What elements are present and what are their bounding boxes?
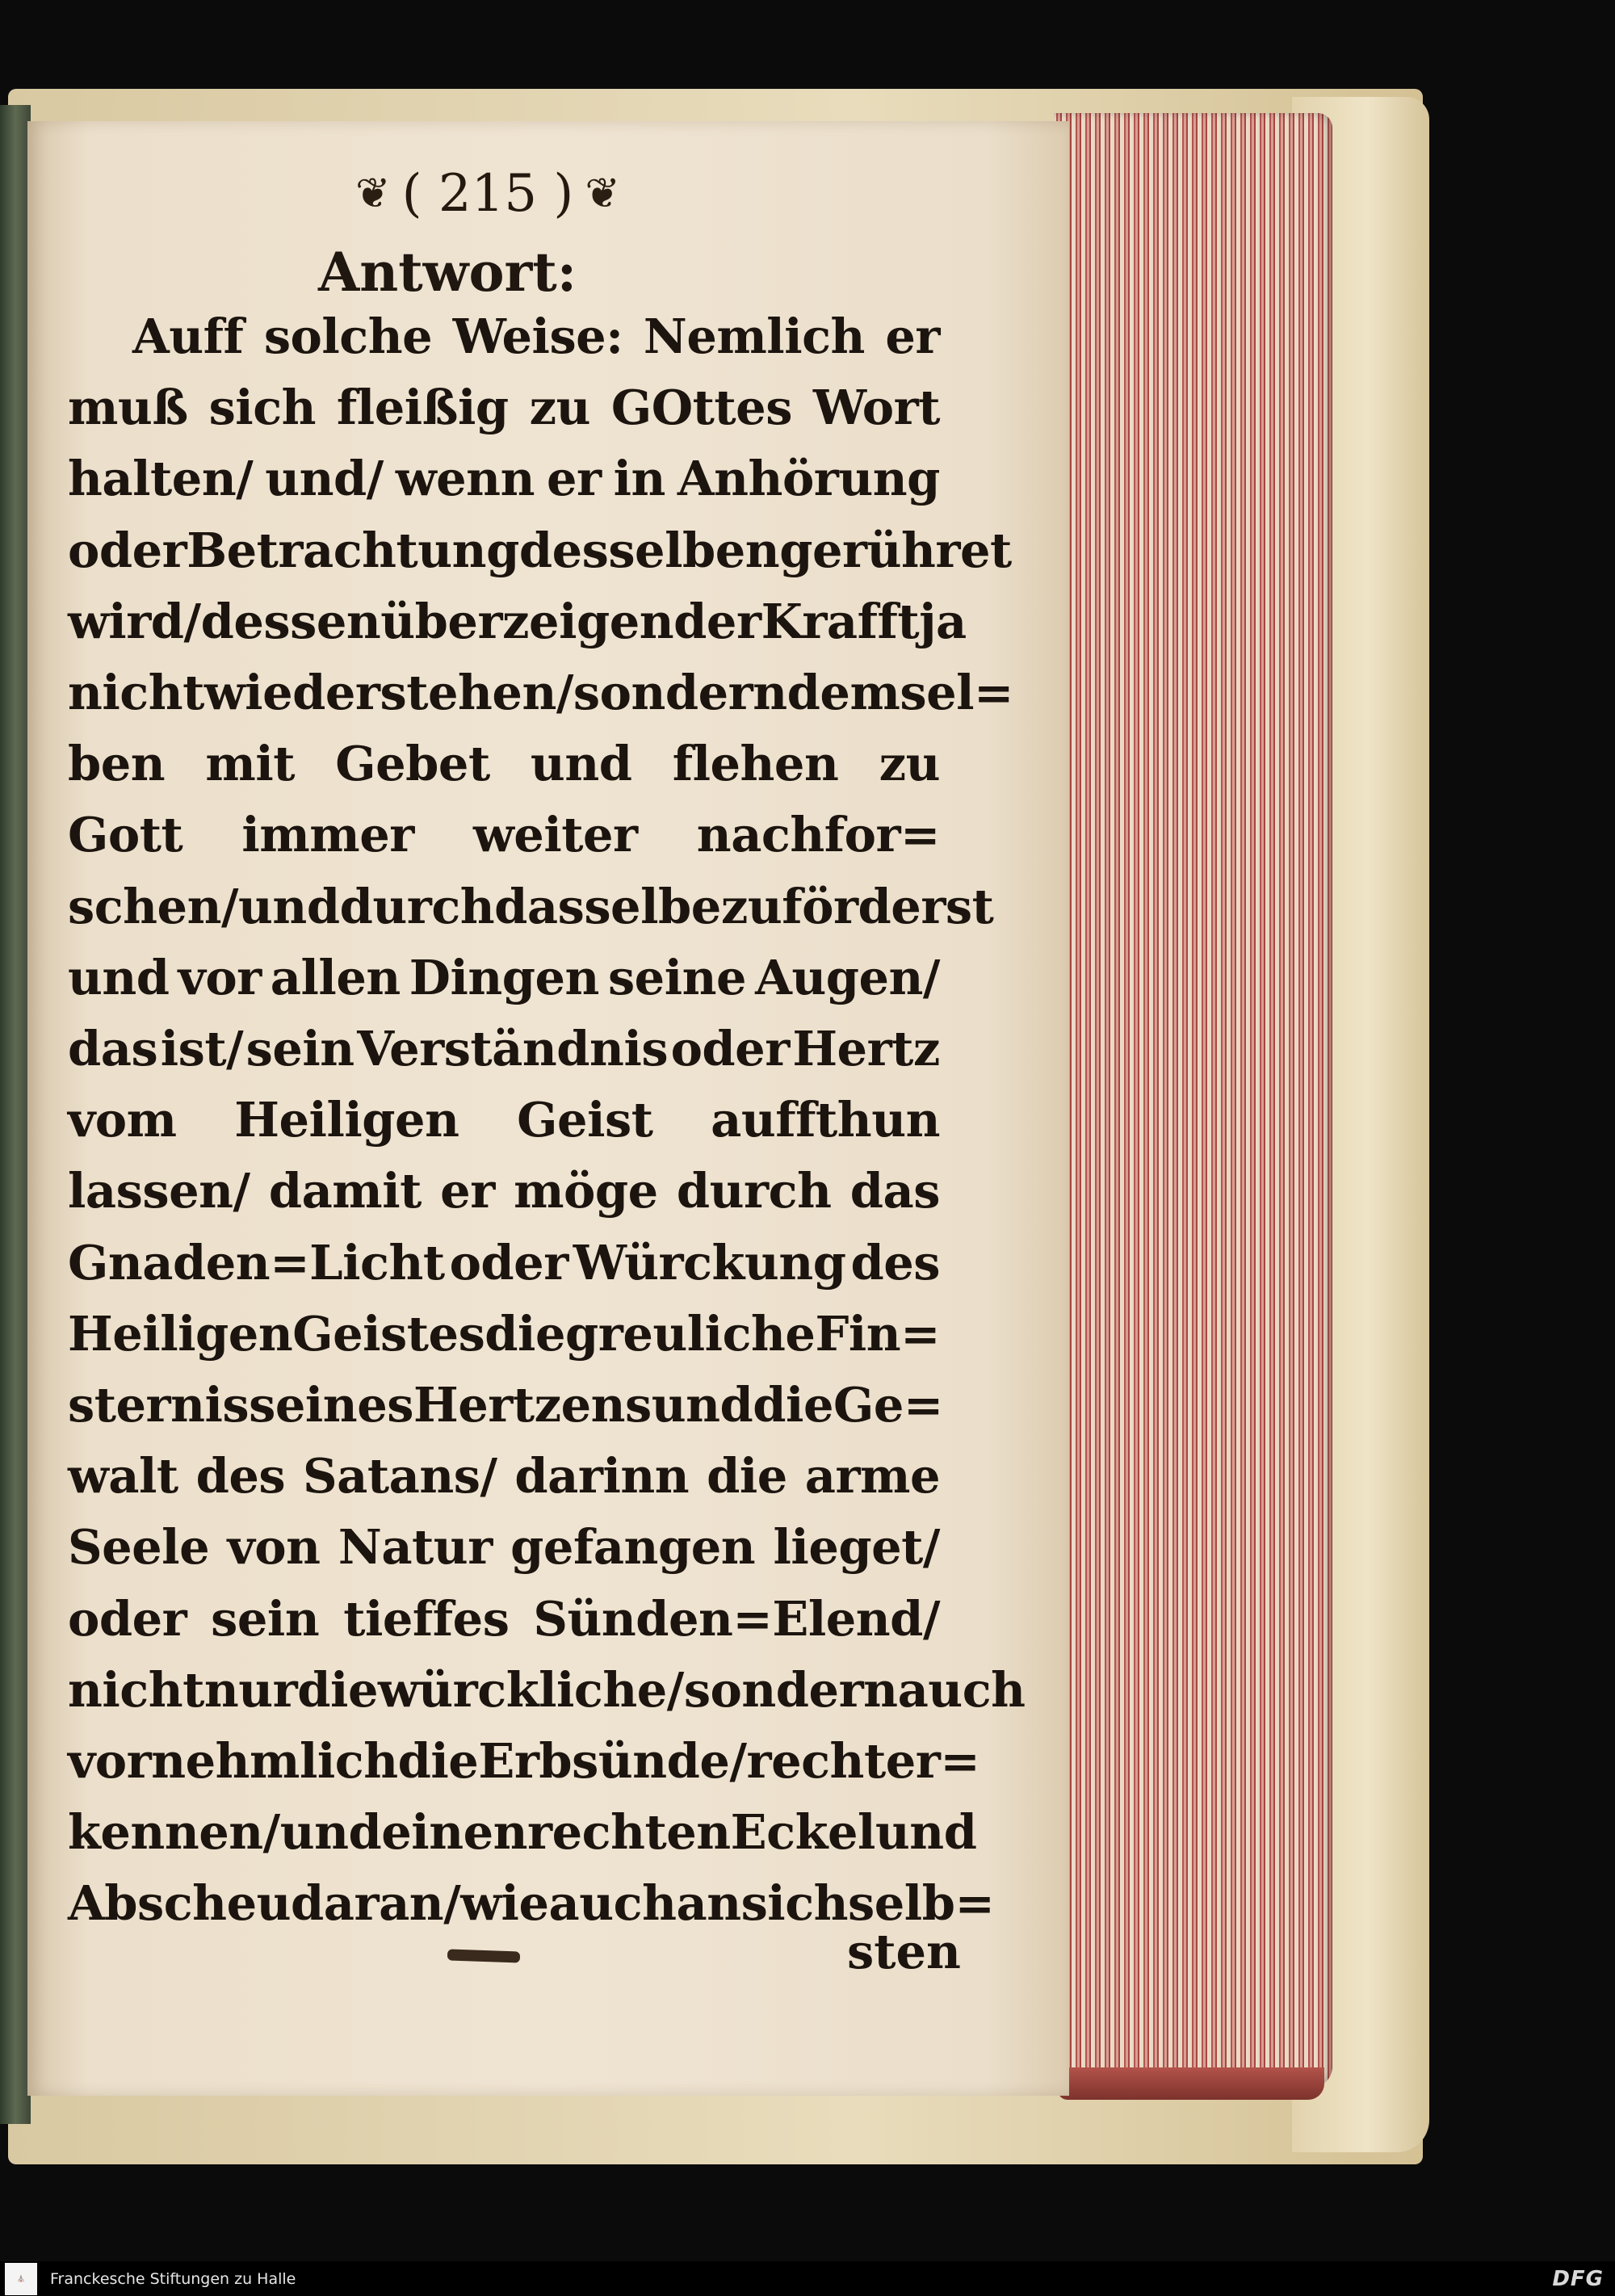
heading: Antwort: (318, 241, 577, 304)
dfg-logo: DFG (1552, 2267, 1604, 2291)
text-line: Gott immer weiter nachfor= (68, 807, 940, 863)
text-line: Heiligen Geistes die greuliche Fin= (68, 1305, 941, 1362)
text-line: lassen/ damit er möge durch das (68, 1163, 940, 1219)
text-line: und vor allen Dingen seine Augen/ (68, 949, 940, 1005)
text-line: vornehmlich die Erbsünde/ recht er= (68, 1733, 980, 1789)
catchword: sten (847, 1924, 961, 1979)
text-line: kennen/ und einen rechten Eckel und (68, 1804, 977, 1861)
text-line: Auff solche Weise: Nemlich er (132, 309, 940, 364)
text-line: wird/ dessen überzeigender Krafft ja (68, 593, 967, 649)
text-line: Abscheu daran/ wie auch an sich selb= (68, 1875, 995, 1932)
institution-name: Franckesche Stiftungen zu Halle (50, 2269, 296, 2288)
page-number-header (270, 153, 706, 234)
printed-page (27, 121, 1069, 2096)
text-line: schen/ und durch dasselbe zuförderst (68, 878, 994, 934)
footer-bar (0, 2261, 1615, 2296)
text-line: ben mit Gebet und flehen zu (68, 736, 940, 792)
ink-mark (447, 1949, 520, 1962)
text-line: oder sein tieffes Sünden=Elend/ (68, 1590, 940, 1647)
institution-logo-icon: ⛪ (5, 2263, 37, 2295)
text-line: halten/ und/ wenn er in Anhörung (68, 451, 940, 507)
text-line: Gnaden=Licht oder Würckung des (68, 1234, 940, 1291)
text-line: Seele von Natur gefangen lieget/ (68, 1519, 940, 1576)
text-line: nicht nur die würckliche/ sondern auch (68, 1661, 1026, 1718)
text-line: muß sich fleißig zu GOttes Wort (68, 380, 940, 436)
ornament-left-icon: ❦ (355, 170, 391, 218)
ornament-right-icon: ❦ (585, 170, 620, 218)
text-line: vom Heiligen Geist auffthun (68, 1092, 940, 1148)
text-line: nicht wiederstehen/ sondern demsel= (68, 665, 1013, 720)
page-block-bottom (1058, 2067, 1324, 2100)
text-line: walt des Satans/ darinn die arme (68, 1448, 940, 1505)
spine-edge (0, 105, 31, 2124)
text-line: das ist/ sein Verständnis oder Hertz (68, 1021, 940, 1077)
text-line: sternis seines Hertzens und die Ge= (68, 1377, 943, 1433)
text-line: oder Betrachtung desselben gerühret (68, 522, 1012, 578)
page-number: ( 215 ) (401, 164, 574, 224)
page-block-edge (1054, 113, 1332, 2088)
